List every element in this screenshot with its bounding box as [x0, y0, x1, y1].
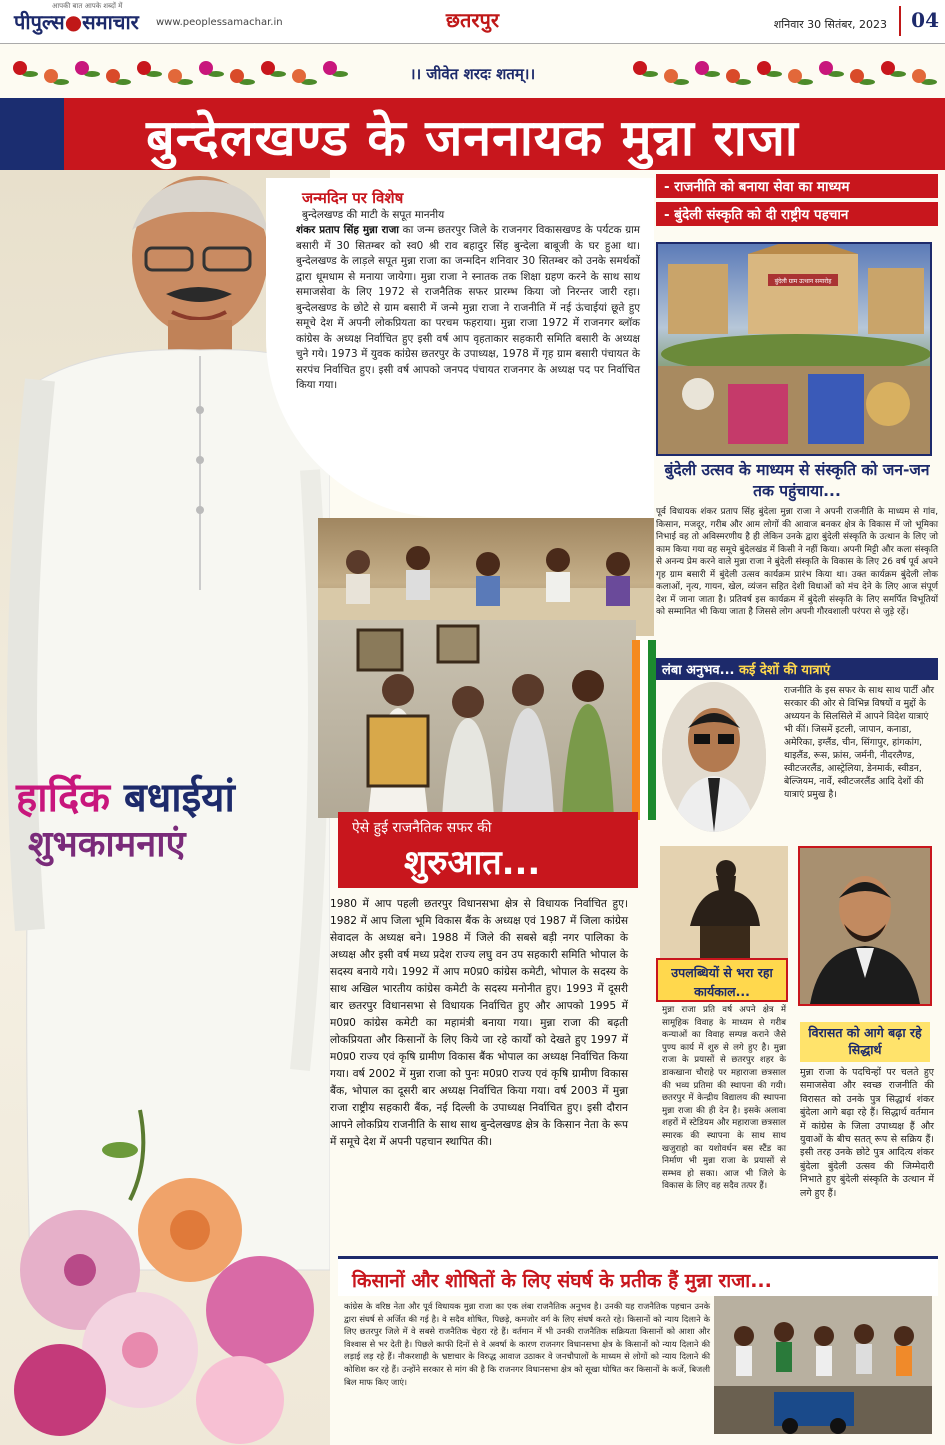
meeting-photo: [318, 518, 654, 636]
birthday-title: जन्मदिन पर विशेष: [302, 189, 404, 207]
journey-heading-box: [338, 812, 638, 888]
siddharth-photo: [798, 846, 932, 1006]
birthday-text: का जन्म छतरपुर जिले के राजनगर विकासखण्ड के पर्यटक ग्राम बसारी में 30 सितम्बर को स्व0 श्री राव बहादुर सिंह बुन्देला बाबूजी के घर हुआ था। बुन्देलखण्ड के लाड़ले सपूत मुन्ना राजा का जन्मदिन शनिवार 30 सितम्बर को उनके समर्थकों द्वारा धूमधाम से मनाया जायेगा। मुन्ना राजा ने स्नातक तक शिक्षा ग्रहण करने के साथ साथ समाजसेवा के लिए 1972 से राजनैतिक सफर प्रारम्भ किया जो निरन्तर जारी रहा। बुन्देलखण्ड के छोटे से ग्राम बसारी में जन्मे मुन्ना राजा ने राजनीति में नई ऊंचाईयां छूते हुए समूचे देश में अपनी लोकप्रियता का परचम फहराया। मुन्ना राजा 1972 में राजनगर ब्लॉक कांग्रेस के अध्यक्ष निर्वाचित हुए इसी वर्ष आप वृहताकार सहकारी समिति बसारी के अध्यक्ष चुने गये। 1973 में युवक कांग्रेस छतरपुर के उपाध्यक्ष, 1978 में गृह ग्राम बसारी पंचायत के सरपंच निर्वाचित हुए। इसी वर्ष आपको जनपद पंचायत राजनगर के अध्यक्ष पद पर निर्वाचित किया गया।: [296, 224, 640, 391]
legacy-heading: विरासत को आगे बढ़ा रहे सिद्धार्थ: [800, 1022, 930, 1062]
journey-body: 1980 में आप पहली छतरपुर विधानसभा क्षेत्र से विधायक निर्वाचित हुए। 1982 में आप जिला भूमि विकास बैंक के अध्यक्ष एवं 1987 में जिला कांग्रेस सेवादल के अध्यक्ष बने। 1988 में जिले की सबसे बड़ी नगर पालिका के अध्यक्ष और इसी वर्ष मध्य प्रदेश राज्य लघु वन उप सहकारी समिति भोपाल के सदस्य बनाये गये। 1992 में आप म0प्र0 कांग्रेस कमेटी, भोपाल के सदस्य के साथ अखिल भारतीय कांग्रेस कमेटी के सदस्य मनोनीत हुए। 1993 में दूसरी बार छतरपुर विधानसभा से विधायक निर्वाचित हुए और आपको 1995 में म0प्र0 कांग्रेस कमेटी का महामंत्री बनाया गया। मुन्ना राजा की बढ़ती लोकप्रियता और किसानों के लिए किये जा रहे कार्यों को देखते हुए 1997 में म0प्र0 राज्य एवं कृषि ग्रामीण विकास बैंक भोपाल का अध्यक्ष निर्वाचित किया गया। वर्ष 2002 में मुन्ना राजा को पुनः म0प्र0 राज्य एवं कृषि ग्रामीण विकास बैंक, भोपाल का दूसरी बार अध्यक्ष निर्वाचित किया गया। वर्ष 2003 में मुन्ना राजा राष्ट्रीय सहकारी बैंक, नई दिल्ली के उपाध्यक्ष निर्वाचित हुए। इसी दौरान आपने लोकप्रिय राजनीति के साथ साथ बुन्देलखण्ड क्षेत्र के किसान नेता के रूप में समूचे देश में अपनी पहचान स्थापित की।: [330, 898, 628, 1148]
legacy-body: मुन्ना राजा के पदचिन्हों पर चलते हुए समाजसेवा और स्वच्छ राजनीति की विरासत को उनके पुत्र सिद्धार्थ शंकर बुंदेला आगे बढ़ा रहे हैं। सिद्धार्थ वर्तमान में कांग्रेस के जिला उपाध्यक्ष हैं और युवाओं के बीच सतत् रूप से सक्रिय हैं। इसी तरह उनके छोटे पुत्र आदित्य शंकर बुंदेला बुंदेली उत्सव की जिम्मेदारी निभाते हुए बुंदेली संस्कृति के उत्थान में लगे हुए हैं।: [800, 1067, 934, 1199]
farmers-body: कांग्रेस के वरिष्ठ नेता और पूर्व विधायक मुन्ना राजा का एक लंबा राजनैतिक अनुभव है। उनकी यह राजनैतिक पहचान उनके द्वारा संघर्ष से अर्जित की गई है। वे सदैव शोषित, पिछड़े, कमजोर वर्ग के लिए संघर्ष करते रहे। किसानों को न्याय दिलाने के लिए छतरपुर जिले में वे सबसे राजनैतिक चेहरा रहे हैं। वर्तमान में भी उनकी राजनैतिक सक्रियता किसानों को आशा और विश्वास से भर देती है। पिछले काफी दिनों से वे अवर्षा के कारण राजनगर विधानसभा क्षेत्र के किसानों को न्याय दिलाने की लड़ाई लड़ रहे हैं। नौकरशाही के भ्रष्टाचार के विरुद्ध आवाज उठाकर वे जनचौपालों के माध्यम से लोगों को न्याय दिलाने की कोशिश कर रहे हैं। उन्होंने सरकार से मांग की है कि राजनगर विधानसभा क्षेत्र को सूखा घोषित कर किसानों के कर्जे, बिजली बिल माफ किए जाएं।: [344, 1301, 710, 1387]
festival-photo: [656, 242, 932, 456]
journey-heading-big: शुरुआत...: [404, 843, 541, 883]
page-number: 04: [899, 6, 939, 36]
birthday-lead: बुन्देलखण्ड की माटी के सपूत माननीय: [302, 209, 445, 221]
city-section-title: छतरपुर: [445, 8, 500, 32]
experience-body: राजनीति के इस सफर के साथ साथ पार्टी और सरकार की ओर से विभिन्न विषयों व मुद्दों के अध्ययन के सिलसिले में आपने विदेश यात्राएं भी कीं। जिसमें इटली, जापान, कनाडा, अमेरिका, इग्लैंड, चीन, सिंगापुर, हांगकांग, थाइलैंड, रूस, फ्रांस, जर्मनी, नीदरलैण्ड, स्वीटजरलैंड, आस्ट्रेलिया, डेनमार्क, स्वीडन, बेल्जियम, नार्वे, स्वीटजरलैंड आदि देशों की यात्राएं प्रमुख है।: [784, 685, 934, 800]
issue-date: शनिवार 30 सितंबर, 2023: [773, 18, 887, 31]
brand-tagline: आपकी बात आपके शब्दों में: [52, 2, 123, 10]
chhatrasal-statue-photo: [660, 846, 788, 958]
experience-heading: लंबा अनुभव... कई देशों की यात्राएं: [656, 658, 938, 680]
leader-oval-portrait: [662, 682, 766, 832]
birthday-name: शंकर प्रताप सिंह मुन्ना राजा: [296, 224, 399, 236]
greeting-line-2: शुभकामनाएं: [28, 823, 186, 865]
masthead: [0, 0, 945, 44]
tractor-rally-photo: [714, 1296, 932, 1434]
festival-body: पूर्व विधायक शंकर प्रताप सिंह बुंदेला मुन्ना राजा ने अपनी राजनीति के माध्यम से गांव, किसान, मजदूर, गरीब और आम लोगों की आवाज बनकर क्षेत्र के विकास में जो भूमिका निभाई वह तो अविस्मरणीय है ही लेकिन उनके द्वारा बुंदेली संस्कृति के उत्थान के लिए जो काम किया गया वह समूचे बुंदेलखंड में किसी ने नहीं किया। अपनी मिट्टी और कला संस्कृति से अनन्य प्रेम करने वाले मुन्ना राजा ने बुंदेली संस्कृति के विकास के लिए 26 वर्ष पूर्व अपने गृह ग्राम बसारी में बुंदेली उत्सव कार्यक्रम प्रारंभ किया था। उक्त कार्यक्रम बुंदेली लोक कलाओं, नृत्य, गायन, खेल, व्यंजन सहित देशी विधाओं को मंच देने के लिए आज संपूर्ण देश में जाना जाता है। प्रतिवर्ष इस कार्यक्रम में बुंदेली संस्कृति के लिए समर्पित विभूतियों को सम्मानित भी किया जाता है जिससे लोग अपनी गौरवशाली परंपरा से जुड़े रहें।: [656, 507, 938, 617]
festival-heading: बुंदेली उत्सव के माध्यम से संस्कृति को जन-जन तक पहुंचाया...: [664, 461, 930, 500]
farmers-heading: किसानों और शोषितों के लिए संघर्ष के प्रतीक हैं मुन्ना राजा...: [338, 1256, 938, 1296]
birthday-body: [296, 223, 640, 394]
award-ceremony-photo: [318, 620, 636, 818]
motto: [0, 64, 945, 84]
brand-part1: पीपुल्स: [14, 10, 65, 34]
flower-bouquet-image: [0, 1070, 338, 1445]
brand-part2: समाचार: [82, 10, 139, 34]
bullet-culture-recognition: - बुंदेली संस्कृति को दी राष्ट्रीय पहचान: [656, 202, 938, 226]
journey-heading-small: ऐसे हुई राजनैतिक सफर की: [352, 820, 492, 836]
achievements-body: मुन्ना राजा प्रति वर्ष अपने क्षेत्र में सामूहिक विवाह के माध्यम से गरीब कन्याओं का विवाह सम्पन्न कराने जैसे पुण्य कार्य में शुरु से लगे हुए है। मुन्ना राजा के प्रयासों से छतरपुर शहर के डाकखाना चौराहे पर महाराजा छत्रसाल की भव्य प्रतिमा की स्थापना की गयी। छतरपुर में केन्द्रीय विद्यालय की स्थापना मुन्ना राजा की ही देन है। इसके अलावा शहरों में स्टेडियम और महाराजा छत्रसाल स्मारक की स्थापना के साथ साथ खजुराहो का यशोवर्धन बस स्टैंड का निर्माण भी मुन्ना राजा के प्रयासों से सम्भव हो सका। आज भी जिले के विकास के लिए वह सदैव तत्पर हैं।: [662, 1005, 786, 1192]
festival-sign: बुंदेली ग्राम उत्थान समारोह: [774, 278, 832, 285]
website-link[interactable]: www.peoplessamachar.in: [156, 17, 283, 28]
brand-separator-icon: ●: [64, 10, 83, 34]
bullet-politics-service: - राजनीति को बनाया सेवा का माध्यम: [656, 174, 938, 198]
motto-text: ।। जीवेत शरदः शतम्।।: [398, 63, 547, 85]
page-headline: बुन्देलखण्ड के जननायक मुन्ना राजा: [146, 109, 799, 167]
highlight-bullets: [656, 174, 938, 230]
greeting-line-1: हार्दिक बधाईयां: [16, 774, 235, 821]
achievements-heading: उपलब्धियों से भरा रहा कार्यकाल...: [656, 958, 788, 1002]
birthday-special-article: [266, 178, 654, 518]
party-flag-stripe: [632, 640, 656, 820]
